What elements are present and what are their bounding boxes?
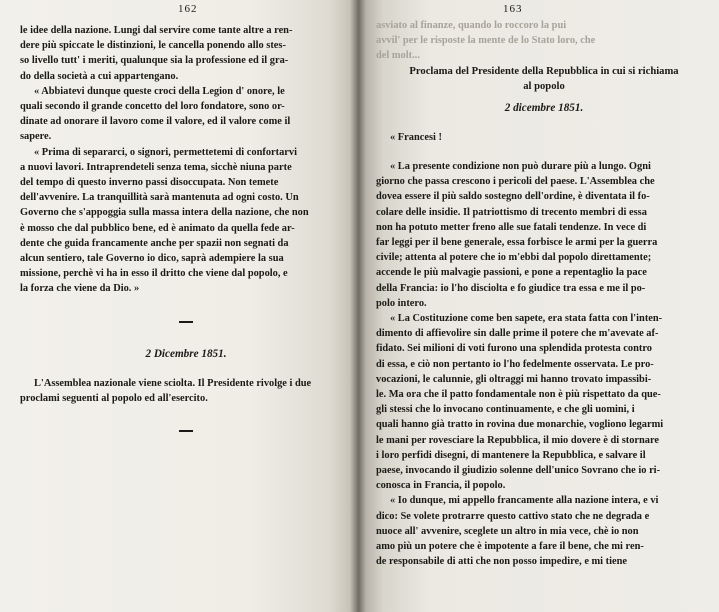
text-line: « La Costituzione come ben sapete, era stata fatta con l'inten-: [390, 313, 663, 325]
text-line: dere più spiccate le distinzioni, le cancella ponendo allo stes-: [20, 40, 286, 52]
text-line: della Francia: io l'ho disciolta e fo giudice tra essa e me il po-: [376, 282, 646, 294]
text-line: gli stessi che lo invocano continuamente, e che gli uomini, i: [376, 404, 635, 416]
text-line: polo intero.: [376, 297, 427, 309]
proclamation-title: [376, 64, 712, 94]
bleed-through-line: avvil' per le risposte la mente de lo Stato loro, che: [376, 35, 596, 47]
text-line: dovea essere il più saldo sostegno dell'ordine, è diventata il fo-: [376, 191, 650, 203]
text-line: Governo che s'appoggia sulla massa intera della nazione, che non: [20, 207, 309, 219]
text-line: alcun sentiero, tale Governo io dico, saprà adempiere la sua: [20, 253, 284, 265]
text-line: « Prima di separarci, o signori, permettetemi di confortarvi: [34, 146, 297, 158]
text-line: di essa, e ciò non pertanto io l'ho fedelmente osservata. Le pro-: [376, 358, 654, 370]
text-line: dell'avvenire. La tranquillità sarà mantenuta ad ogni costo. Un: [20, 192, 299, 204]
book-gutter: [350, 0, 366, 612]
page-number: 163: [503, 3, 523, 15]
text-line: nuoce all' avvenire, sceglete un altro in mia vece, chè io non: [376, 525, 639, 537]
text-line: accende le più malvagie passioni, e pone a repentaglio la pace: [376, 267, 647, 279]
bleed-through-line: del molt...: [376, 50, 420, 62]
paragraph: [376, 159, 712, 311]
text-line: so livello tutt' i meriti, qualunque sia la professione ed il gra-: [20, 55, 289, 67]
text-line: le idee della nazione. Lungi dal servire come tante altre a ren-: [20, 25, 293, 36]
title-line: Proclama del Presidente della Repubblica in cui si richiama: [409, 65, 679, 77]
text-line: del tempo di questo inverno passi disoccupata. Non temete: [20, 177, 279, 189]
text-line: dente che guida francamente anche per spazii non segnati da: [20, 237, 289, 249]
paragraph: [20, 23, 352, 84]
paragraph: [20, 376, 352, 406]
text-line: a nuovi lavori. Intraprendeteli senza tema, sicchè niuna parte: [20, 161, 292, 173]
right-page: [358, 0, 719, 612]
page-number: 162: [178, 3, 198, 15]
text-line: amo più un potere che è impotente a fare il bene, che mi ren-: [376, 541, 644, 553]
text-line: « Abbiatevi dunque queste croci della Legion d' onore, le: [34, 85, 285, 97]
text-line: non ha potuto metter freno alle sue fatali tendenze. In vece di: [376, 221, 647, 233]
date-heading: 2 dicembre 1851.: [504, 101, 584, 114]
text-line: « La presente condizione non può durare più a lungo. Ogni: [390, 161, 651, 173]
text-line: sapere.: [20, 131, 52, 143]
text-line: giorno che passa crescono i pericoli del paese. L'Assemblea che: [376, 176, 655, 188]
text-line: « Io dunque, mi appello francamente alla nazione intera, e vi: [390, 495, 659, 507]
text-line: de responsabile di atti che non posso impedire, e mi tiene: [376, 556, 628, 568]
date-heading: 2 Dicembre 1851.: [145, 347, 227, 360]
text-line: missione, perchè vi ha in esso il dritto che viene dal popolo, e: [20, 268, 288, 280]
text-line: dico: Se volete protrarre questo cattivo stato che ne degrada e: [376, 510, 650, 522]
left-page-text: [20, 23, 352, 432]
left-page: [0, 0, 358, 612]
bleed-through-line: asviato al finanze, quando lo roccoro la pui: [376, 20, 567, 31]
text-line: colare delle insidie. Il patriottismo di trecento membri di essa: [376, 206, 647, 218]
text-line: far leggi per il bene generale, essa forbisce le armi per la guerra: [376, 237, 658, 249]
text-line: è mosso che dal pubblico bene, ed è animato da quella fede ar-: [20, 222, 295, 234]
text-line: L'Assemblea nazionale viene sciolta. Il Presidente rivolge i due: [34, 377, 312, 389]
paragraph: [20, 145, 352, 297]
section-rule: [179, 430, 193, 432]
right-page-text: [376, 18, 712, 570]
text-line: fidato. Sei milioni di voti furono una splendida protesta contro: [376, 343, 652, 355]
salutation: « Francesi !: [390, 131, 442, 143]
text-line: i loro perfidi disegni, di mantenere la Repubblica, e salvare il: [376, 449, 646, 461]
text-line: le. Ma ora che il patto fondamentale non è più rispettato da que-: [376, 389, 661, 401]
text-line: quali hanno già tratto in rovina due monarchie, vogliono legarmi: [376, 419, 664, 431]
text-line: conosca in Francia, il popolo.: [376, 480, 506, 492]
paragraph: [376, 311, 712, 493]
title-line: al popolo: [523, 80, 565, 92]
text-line: paese, invocando il giudizio solenne dell'unico Sovrano che io ri-: [376, 465, 661, 477]
text-line: vocazioni, le calunnie, gli oltraggi mi hanno trovato impassibi-: [376, 373, 652, 385]
text-line: quali secondo il grande concetto del loro fondatore, sono or-: [20, 101, 285, 113]
text-line: la forza che viene da Dio. »: [20, 283, 140, 295]
text-line: dinate ad onorare il lavoro come il valore, ed il valore come il: [20, 116, 291, 128]
text-line: proclami seguenti al popolo ed all'esercito.: [20, 393, 208, 405]
text-line: le mani per rovesciare la Repubblica, il mio dovere è di stornare: [376, 434, 660, 446]
text-line: dimento di affievolire sin dalle prime il potere che m'avevate af-: [376, 328, 659, 340]
text-line: do della società a cui appartengano.: [20, 70, 179, 82]
paragraph: [376, 493, 712, 569]
text-line: civile; attenta al potere che io m'ebbi dal popolo direttamente;: [376, 252, 652, 264]
paragraph: [20, 84, 352, 145]
